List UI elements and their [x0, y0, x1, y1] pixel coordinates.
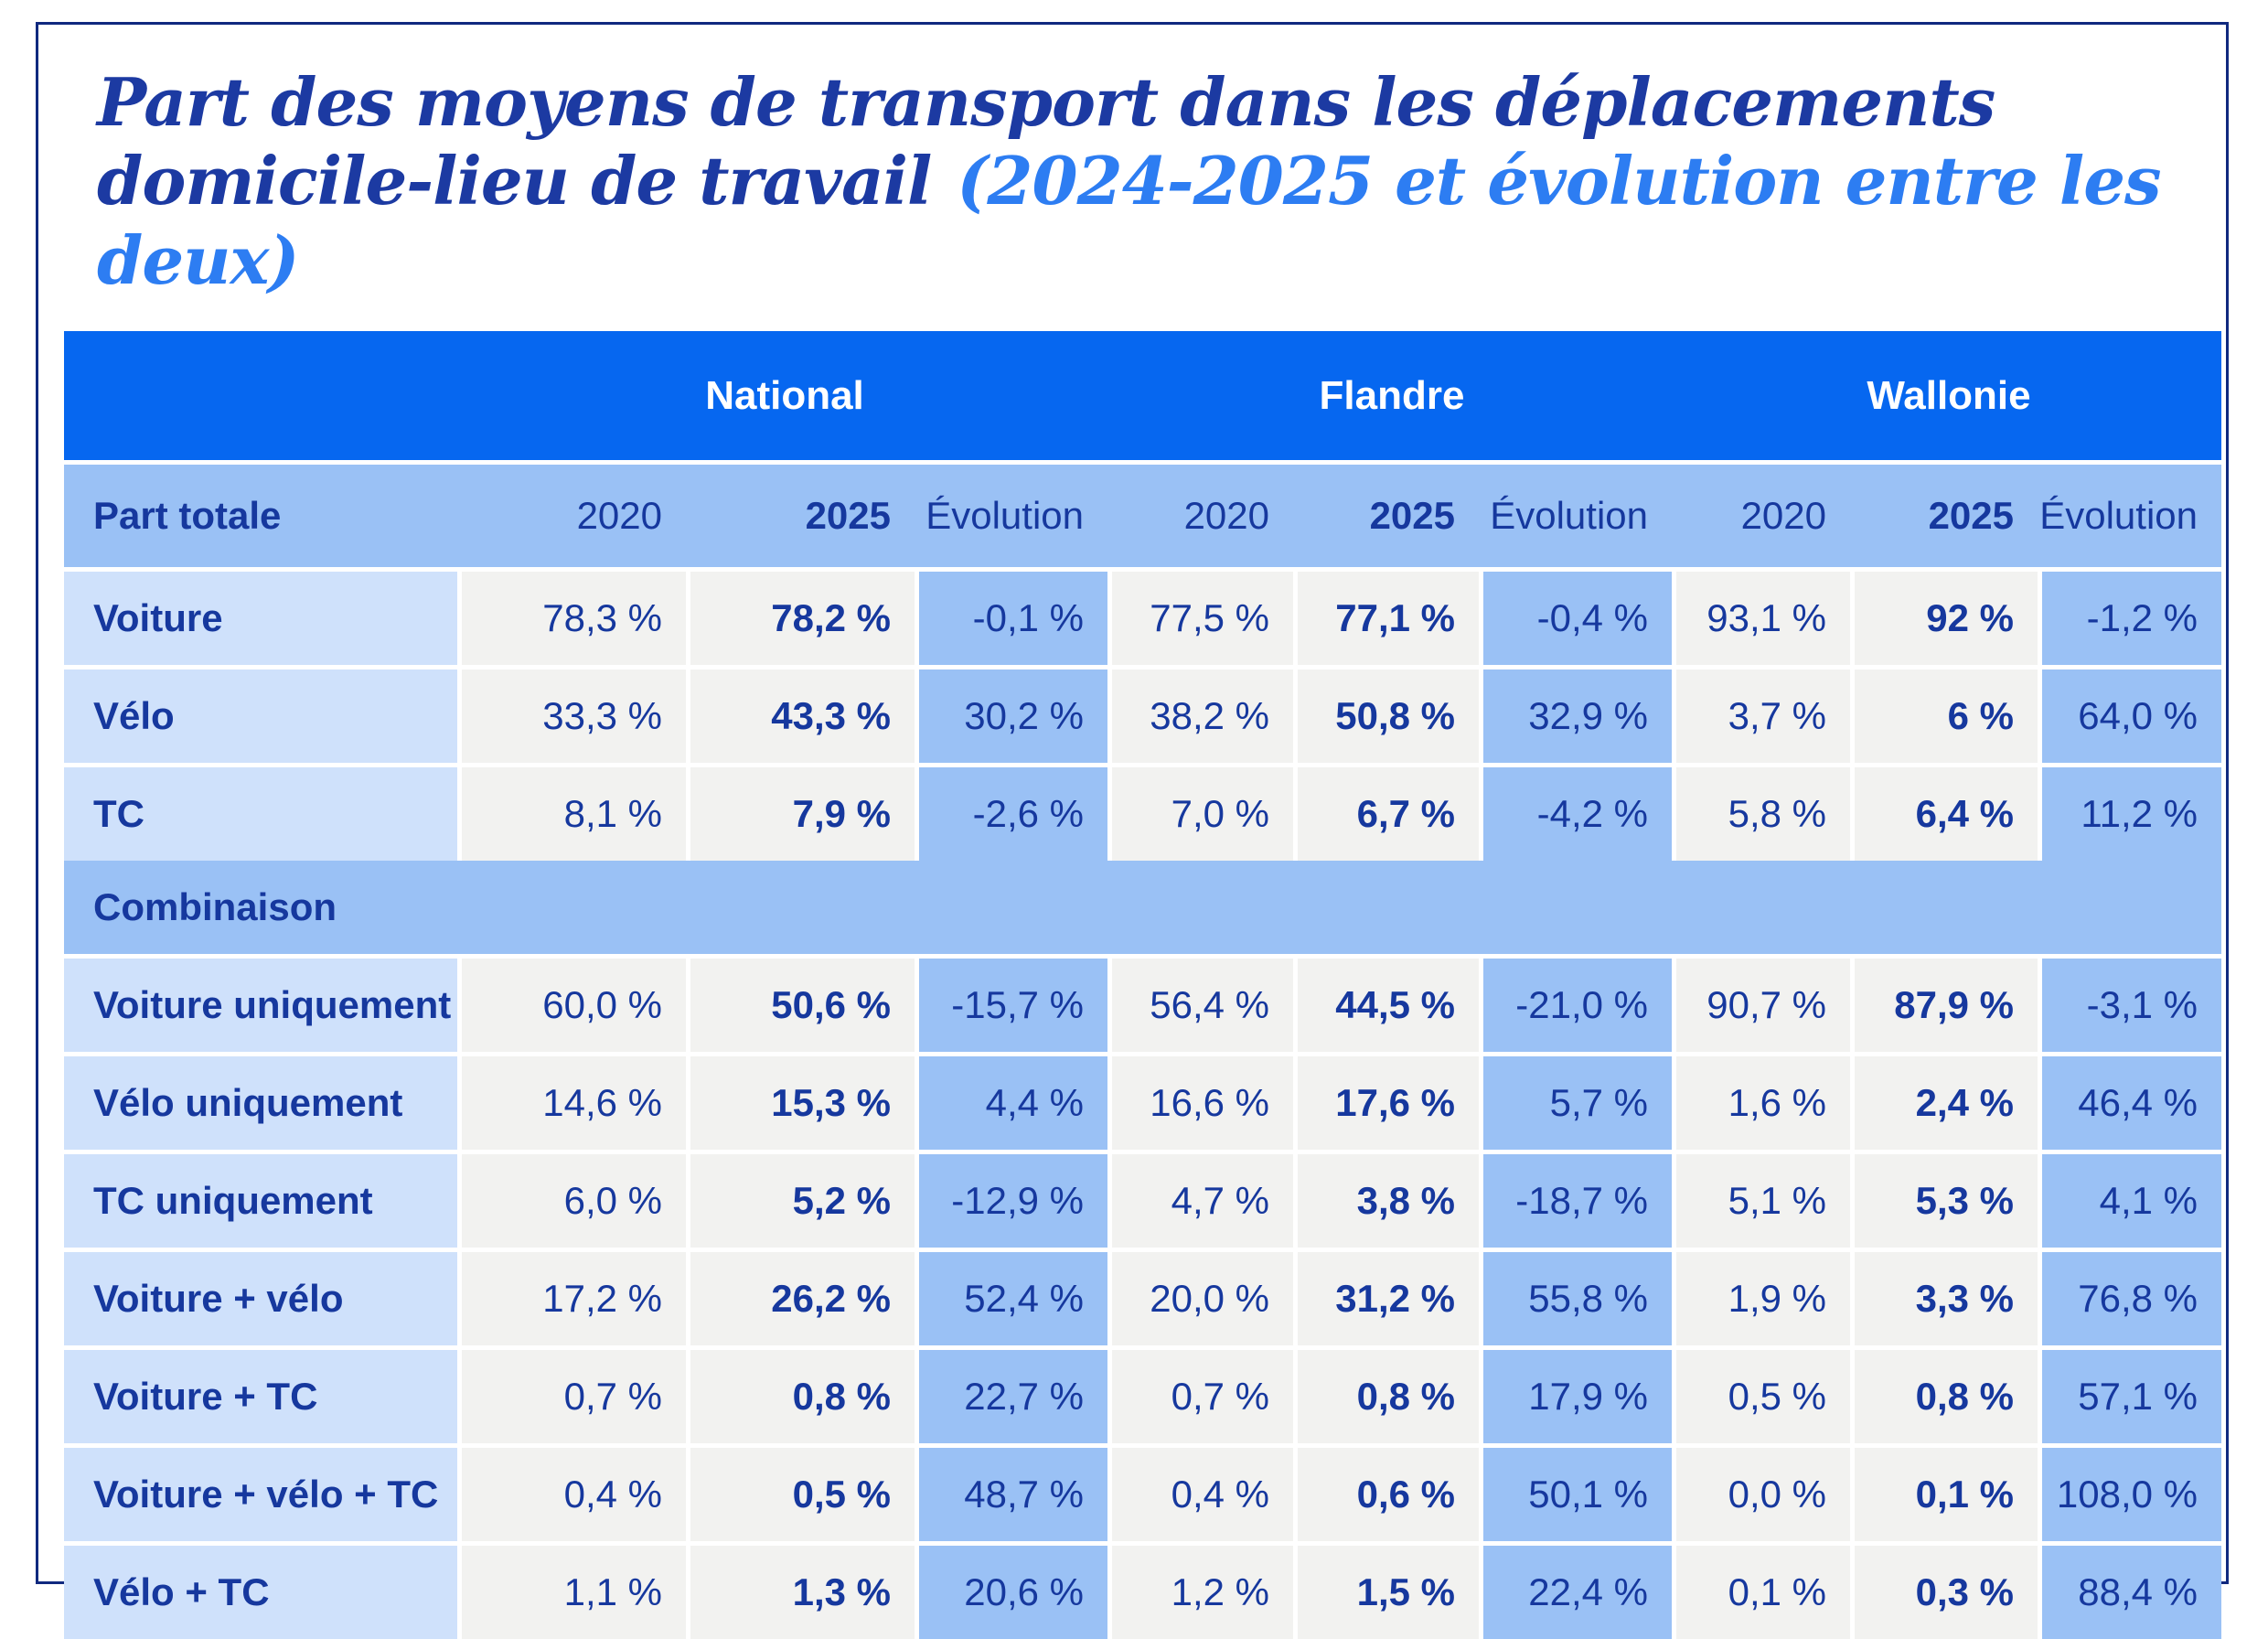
value-cell: 6,4 % — [1855, 767, 2038, 861]
row-label: Voiture — [64, 572, 457, 665]
value-cell: 6,7 % — [1298, 767, 1479, 861]
value-cell: 90,7 % — [1676, 959, 1850, 1052]
value-cell: 1,2 % — [1112, 1546, 1293, 1639]
value-cell: 0,3 % — [1855, 1546, 2038, 1639]
row-label: Voiture + TC — [64, 1350, 457, 1443]
section-label-combinaison: Combinaison — [64, 861, 2221, 954]
value-cell: 20,0 % — [1112, 1252, 1293, 1345]
value-cell: 0,7 % — [1112, 1350, 1293, 1443]
value-cell: 55,8 % — [1483, 1252, 1672, 1345]
value-cell: 4,7 % — [1112, 1154, 1293, 1248]
value-cell: -0,1 % — [919, 572, 1107, 665]
value-cell: -0,4 % — [1483, 572, 1672, 665]
subheader-2025-wallonie: 2025 — [1928, 494, 2014, 538]
value-cell: 5,2 % — [690, 1154, 915, 1248]
value-cell: -21,0 % — [1483, 959, 1672, 1052]
value-cell: -12,9 % — [919, 1154, 1107, 1248]
value-cell: 14,6 % — [462, 1056, 686, 1150]
table-row — [64, 1056, 2221, 1150]
value-cell: 1,9 % — [1676, 1252, 1850, 1345]
value-cell: 0,5 % — [1676, 1350, 1850, 1443]
value-cell: 31,2 % — [1298, 1252, 1479, 1345]
value-cell: 5,7 % — [1483, 1056, 1672, 1150]
value-cell: 1,6 % — [1676, 1056, 1850, 1150]
value-cell: 33,3 % — [462, 670, 686, 763]
value-cell: 52,4 % — [919, 1252, 1107, 1345]
value-cell: 38,2 % — [1112, 670, 1293, 763]
table-row — [64, 767, 2221, 861]
value-cell: 0,6 % — [1298, 1448, 1479, 1541]
title-line1: Part des moyens de transport dans les déplacements — [97, 63, 1995, 141]
value-cell: 78,3 % — [462, 572, 686, 665]
group-header-national: National — [705, 372, 864, 418]
value-cell: 48,7 % — [919, 1448, 1107, 1541]
value-cell: -4,2 % — [1483, 767, 1672, 861]
value-cell: 11,2 % — [2042, 767, 2221, 861]
value-cell: 88,4 % — [2042, 1546, 2221, 1639]
value-cell: 0,8 % — [1855, 1350, 2038, 1443]
value-cell: 46,4 % — [2042, 1056, 2221, 1150]
value-cell: 3,7 % — [1676, 670, 1850, 763]
section-label-part-totale: Part totale — [93, 494, 282, 538]
value-cell: 92 % — [1855, 572, 2038, 665]
value-cell: 20,6 % — [919, 1546, 1107, 1639]
value-cell: 7,9 % — [690, 767, 915, 861]
subheader-2020-wallonie: 2020 — [1740, 494, 1826, 538]
subheader-évolution-flandre: Évolution — [1490, 494, 1648, 538]
table-row — [64, 1154, 2221, 1248]
value-cell: 0,5 % — [690, 1448, 915, 1541]
value-cell: 43,3 % — [690, 670, 915, 763]
value-cell: -18,7 % — [1483, 1154, 1672, 1248]
value-cell: 17,2 % — [462, 1252, 686, 1345]
value-cell: 2,4 % — [1855, 1056, 2038, 1150]
value-cell: 50,6 % — [690, 959, 915, 1052]
value-cell: 50,1 % — [1483, 1448, 1672, 1541]
title-line2: domicile-lieu de travail — [97, 142, 932, 220]
value-cell: 7,0 % — [1112, 767, 1293, 861]
table-row — [64, 1350, 2221, 1443]
group-header-row — [64, 331, 2221, 460]
value-cell: -1,2 % — [2042, 572, 2221, 665]
value-cell: 26,2 % — [690, 1252, 915, 1345]
subheader-2020-national: 2020 — [576, 494, 662, 538]
group-header-wallonie: Wallonie — [1867, 372, 2031, 418]
value-cell: 108,0 % — [2042, 1448, 2221, 1541]
value-cell: 56,4 % — [1112, 959, 1293, 1052]
row-label: Vélo + TC — [64, 1546, 457, 1639]
value-cell: 93,1 % — [1676, 572, 1850, 665]
subheader-2025-flandre: 2025 — [1369, 494, 1455, 538]
value-cell: 77,5 % — [1112, 572, 1293, 665]
value-cell: 32,9 % — [1483, 670, 1672, 763]
value-cell: 1,1 % — [462, 1546, 686, 1639]
table-row — [64, 959, 2221, 1052]
rows-combinaison — [64, 959, 2221, 1639]
row-label: TC — [64, 767, 457, 861]
table-row — [64, 1252, 2221, 1345]
value-cell: 1,5 % — [1298, 1546, 1479, 1639]
value-cell: 64,0 % — [2042, 670, 2221, 763]
infographic-card — [36, 22, 2229, 1614]
value-cell: 0,4 % — [1112, 1448, 1293, 1541]
value-cell: 0,8 % — [1298, 1350, 1479, 1443]
value-cell: 77,1 % — [1298, 572, 1479, 665]
value-cell: 87,9 % — [1855, 959, 2038, 1052]
value-cell: 4,4 % — [919, 1056, 1107, 1150]
value-cell: 8,1 % — [462, 767, 686, 861]
row-label: Vélo uniquement — [64, 1056, 457, 1150]
value-cell: -2,6 % — [919, 767, 1107, 861]
value-cell: 30,2 % — [919, 670, 1107, 763]
value-cell: 0,4 % — [462, 1448, 686, 1541]
subheader-row — [64, 465, 2221, 567]
row-label: Vélo — [64, 670, 457, 763]
value-cell: 50,8 % — [1298, 670, 1479, 763]
value-cell: 3,8 % — [1298, 1154, 1479, 1248]
value-cell: 0,1 % — [1676, 1546, 1850, 1639]
value-cell: 6 % — [1855, 670, 2038, 763]
value-cell: 76,8 % — [2042, 1252, 2221, 1345]
row-label: Voiture + vélo — [64, 1252, 457, 1345]
transport-table — [64, 331, 2221, 1639]
value-cell: 17,9 % — [1483, 1350, 1672, 1443]
rows-part-totale — [64, 572, 2221, 861]
title-subtitle-text: (2024-2025 et évolution entre les deux) — [97, 142, 2161, 299]
value-cell: 60,0 % — [462, 959, 686, 1052]
value-cell: 15,3 % — [690, 1056, 915, 1150]
value-cell: 44,5 % — [1298, 959, 1479, 1052]
value-cell: 0,0 % — [1676, 1448, 1850, 1541]
table-row — [64, 572, 2221, 665]
value-cell: -15,7 % — [919, 959, 1107, 1052]
row-label: Voiture + vélo + TC — [64, 1448, 457, 1541]
value-cell: 5,8 % — [1676, 767, 1850, 861]
value-cell: 78,2 % — [690, 572, 915, 665]
value-cell: 5,1 % — [1676, 1154, 1850, 1248]
value-cell: 0,1 % — [1855, 1448, 2038, 1541]
value-cell: -3,1 % — [2042, 959, 2221, 1052]
value-cell: 22,7 % — [919, 1350, 1107, 1443]
value-cell: 0,8 % — [690, 1350, 915, 1443]
row-label: TC uniquement — [64, 1154, 457, 1248]
row-label: Voiture uniquement — [64, 959, 457, 1052]
page-title — [97, 63, 2171, 300]
table-row — [64, 1448, 2221, 1541]
subheader-2020-flandre: 2020 — [1183, 494, 1269, 538]
subheader-2025-national: 2025 — [805, 494, 891, 538]
value-cell: 22,4 % — [1483, 1546, 1672, 1639]
table-row — [64, 1546, 2221, 1639]
value-cell: 0,7 % — [462, 1350, 686, 1443]
value-cell: 17,6 % — [1298, 1056, 1479, 1150]
value-cell: 16,6 % — [1112, 1056, 1293, 1150]
value-cell: 5,3 % — [1855, 1154, 2038, 1248]
table-row — [64, 670, 2221, 763]
value-cell: 6,0 % — [462, 1154, 686, 1248]
value-cell: 4,1 % — [2042, 1154, 2221, 1248]
value-cell: 3,3 % — [1855, 1252, 2038, 1345]
subheader-évolution-wallonie: Évolution — [2039, 494, 2198, 538]
value-cell: 57,1 % — [2042, 1350, 2221, 1443]
subheader-évolution-national: Évolution — [925, 494, 1084, 538]
value-cell: 1,3 % — [690, 1546, 915, 1639]
group-header-flandre: Flandre — [1319, 372, 1465, 418]
